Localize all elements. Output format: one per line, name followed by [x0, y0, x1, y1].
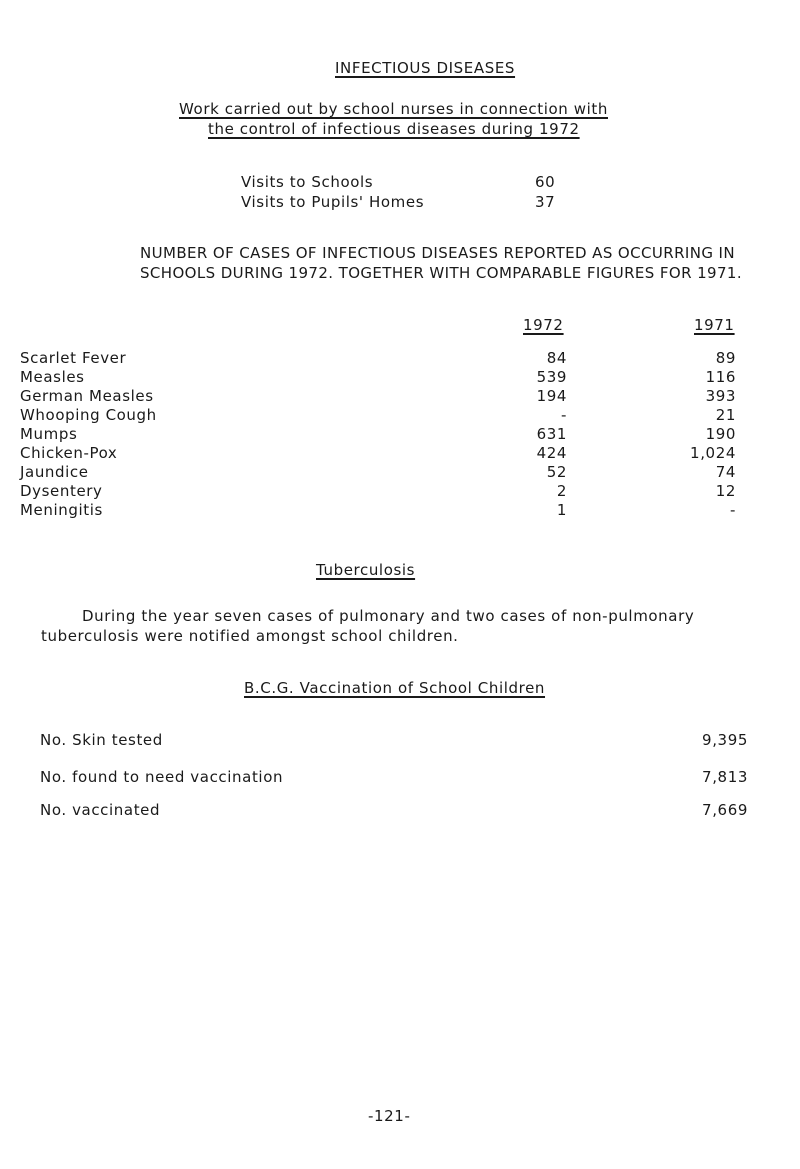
cases-1971: 74 — [715, 463, 736, 481]
disease-name: Meningitis — [20, 501, 103, 519]
visits-homes-value: 37 — [535, 193, 556, 211]
cases-1971: - — [729, 501, 736, 519]
cases-1972: 539 — [536, 368, 567, 386]
bcg-need-vaccination-label: No. found to need vaccination — [40, 768, 284, 786]
cases-1971: 116 — [705, 368, 736, 386]
table-row — [0, 349, 800, 369]
column-header-1971: 1971 — [694, 316, 735, 334]
table-row — [0, 444, 800, 464]
cases-1971: 393 — [705, 387, 736, 405]
disease-name: Scarlet Fever — [20, 349, 127, 367]
cases-1971: 89 — [715, 349, 736, 367]
cases-1972: 194 — [536, 387, 567, 405]
cases-1971: 21 — [715, 406, 736, 424]
bcg-need-vaccination-value: 7,813 — [702, 768, 748, 786]
tuberculosis-text-line-2: tuberculosis were notified amongst school children. — [41, 627, 459, 645]
cases-1972: 84 — [546, 349, 567, 367]
table-row — [0, 501, 800, 521]
table-row — [0, 482, 800, 502]
bcg-skin-tested-label: No. Skin tested — [40, 731, 163, 749]
visits-homes-label: Visits to Pupils' Homes — [241, 193, 425, 211]
disease-name: Dysentery — [20, 482, 103, 500]
visits-schools-label: Visits to Schools — [241, 173, 374, 191]
table-row — [0, 425, 800, 445]
cases-1971: 12 — [715, 482, 736, 500]
cases-1972: 631 — [536, 425, 567, 443]
cases-1972: 1 — [556, 501, 567, 519]
table-row — [0, 463, 800, 483]
tuberculosis-text-line-1: During the year seven cases of pulmonary and two cases of non-pulmonary — [82, 607, 695, 625]
work-intro-line-1: Work carried out by school nurses in connection with — [179, 100, 608, 118]
cases-1972: - — [560, 406, 567, 424]
table-row — [0, 387, 800, 407]
disease-name: Chicken-Pox — [20, 444, 118, 462]
table-row — [0, 406, 800, 426]
page-number: -121- — [368, 1107, 411, 1125]
cases-1972: 52 — [546, 463, 567, 481]
cases-heading-line-2: SCHOOLS DURING 1972. TOGETHER WITH COMPARABLE FIGURES FOR 1971. — [140, 264, 743, 282]
cases-1972: 2 — [556, 482, 567, 500]
bcg-skin-tested-value: 9,395 — [702, 731, 748, 749]
disease-name: Measles — [20, 368, 85, 386]
tuberculosis-heading: Tuberculosis — [316, 561, 416, 579]
column-header-1972: 1972 — [523, 316, 564, 334]
disease-name: Jaundice — [20, 463, 89, 481]
bcg-vaccinated-label: No. vaccinated — [40, 801, 161, 819]
disease-name: German Measles — [20, 387, 154, 405]
cases-heading-line-1: NUMBER OF CASES OF INFECTIOUS DISEASES REPORTED AS OCCURRING IN — [140, 244, 735, 262]
disease-name: Mumps — [20, 425, 78, 443]
cases-1972: 424 — [536, 444, 567, 462]
table-row — [0, 368, 800, 388]
bcg-heading: B.C.G. Vaccination of School Children — [244, 679, 546, 697]
page-title: INFECTIOUS DISEASES — [335, 59, 516, 77]
work-intro-line-2: the control of infectious diseases during 1972 — [208, 120, 580, 138]
disease-name: Whooping Cough — [20, 406, 157, 424]
visits-schools-value: 60 — [535, 173, 556, 191]
cases-1971: 1,024 — [690, 444, 736, 462]
cases-1971: 190 — [705, 425, 736, 443]
bcg-vaccinated-value: 7,669 — [702, 801, 748, 819]
